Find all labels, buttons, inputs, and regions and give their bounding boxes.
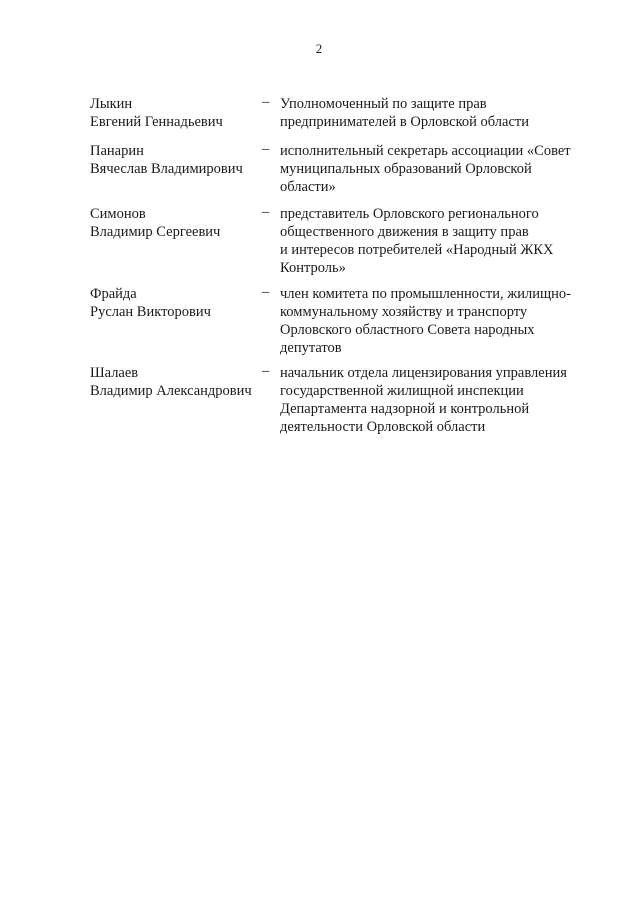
member-surname: Фрайда [90, 286, 137, 302]
role-line: исполнительный секретарь ассоциации «Совет [280, 143, 571, 159]
member-given-names: Евгений Геннадьевич [90, 114, 223, 130]
member-surname: Лыкин [90, 96, 133, 112]
member-given-names: Вячеслав Владимирович [90, 161, 243, 177]
member-name [90, 205, 260, 241]
member-role [280, 142, 600, 196]
dash-separator: – [262, 141, 270, 157]
role-line: и интересов потребителей «Народный ЖКХ [280, 242, 554, 258]
member-name [90, 364, 260, 400]
role-line: депутатов [280, 340, 342, 356]
member-surname: Панарин [90, 143, 144, 159]
member-role [280, 95, 600, 131]
role-line: Уполномоченный по защите прав [280, 96, 487, 112]
role-line: представитель Орловского регионального [280, 206, 539, 222]
member-given-names: Руслан Викторович [90, 304, 211, 320]
role-line: Контроль» [280, 260, 346, 276]
member-given-names: Владимир Сергеевич [90, 224, 221, 240]
role-line: общественного движения в защиту прав [280, 224, 529, 240]
member-surname: Шалаев [90, 365, 139, 381]
role-line: муниципальных образований Орловской [280, 161, 532, 177]
role-line: государственной жилищной инспекции [280, 383, 524, 399]
member-role [280, 205, 600, 277]
role-line: начальник отдела лицензирования управления [280, 365, 567, 381]
dash-separator: – [262, 284, 270, 300]
member-name [90, 285, 260, 321]
member-surname: Симонов [90, 206, 146, 222]
dash-separator: – [262, 94, 270, 110]
page-number: 2 [315, 41, 323, 56]
role-line: деятельности Орловской области [280, 419, 486, 435]
member-name [90, 142, 260, 178]
role-line: Орловского областного Совета народных [280, 322, 535, 338]
role-line: области» [280, 179, 336, 195]
role-line: член комитета по промышленности, жилищно- [280, 286, 571, 302]
member-role [280, 364, 600, 436]
member-name [90, 95, 260, 131]
role-line: коммунальному хозяйству и транспорту [280, 304, 528, 320]
role-line: Департамента надзорной и контрольной [280, 401, 530, 417]
role-line: предпринимателей в Орловской области [280, 114, 529, 130]
member-role [280, 285, 600, 357]
member-given-names: Владимир Александрович [90, 383, 252, 399]
dash-separator: – [262, 204, 270, 220]
dash-separator: – [262, 363, 270, 379]
